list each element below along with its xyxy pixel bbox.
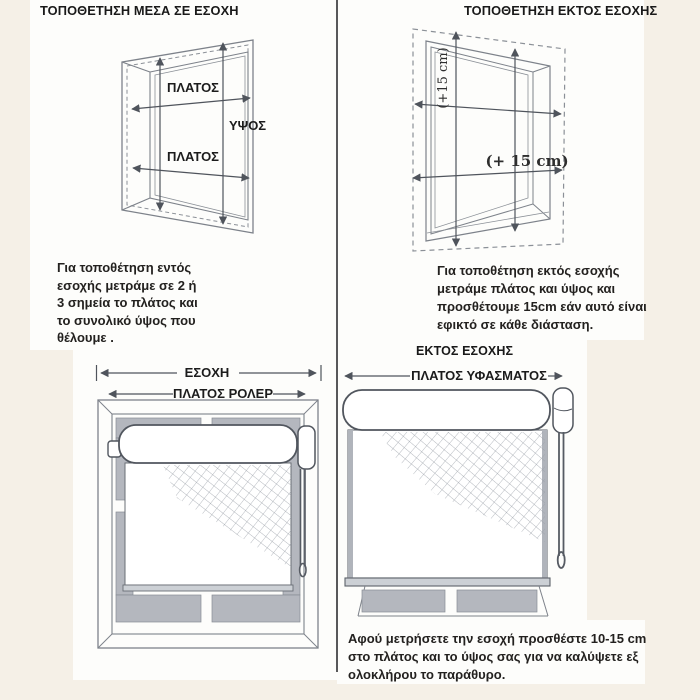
- caption-line: εφικτό σε κάθε διάσταση.: [437, 317, 594, 332]
- caption-line: θέλουμε .: [57, 330, 114, 345]
- fabric-bottom-bar: [345, 578, 550, 586]
- fabric-bottom-bar: [123, 585, 293, 591]
- inside-recess-caption: [57, 259, 198, 347]
- chain-loop: [558, 432, 565, 568]
- fabric: [345, 430, 550, 586]
- outside-roller-diagram: [340, 362, 590, 624]
- height-plus15-label: (+15 cm): [436, 47, 451, 109]
- caption-line: ολοκλήρου το παράθυρο.: [348, 667, 506, 682]
- caption-line: 3 σημεία το πλάτος και: [57, 295, 198, 310]
- height-arrows: [160, 43, 223, 224]
- fabric-width-label: ΠΛΑΤΟΣ ΥΦΑΣΜΑΤΟΣ: [411, 368, 547, 383]
- recess-roller-diagram: [95, 352, 323, 652]
- roller-tube: [108, 425, 315, 469]
- window-recess-outline: [122, 40, 253, 233]
- caption-line: το συνολικό ύψος που: [57, 312, 196, 328]
- fabric-edge-left: [348, 430, 353, 578]
- roller-end-cap: [298, 426, 315, 469]
- outside-detail-title: ΕΚΤΟΣ ΕΣΟΧΗΣ: [416, 344, 514, 358]
- caption-line: στο πλάτος και το ύψος σας για να καλύψετε εξ: [348, 649, 639, 664]
- roller-tube: [343, 388, 573, 433]
- width-label-bottom: ΠΛΑΤΟΣ: [167, 149, 219, 164]
- fabric: [123, 463, 293, 591]
- height-label: ΥΨΟΣ: [229, 118, 267, 133]
- width-label-top: ΠΛΑΤΟΣ: [167, 80, 219, 95]
- outside-detail-caption: [348, 630, 646, 684]
- caption-line: προσθέτουμε 15cm εάν αυτό είναι: [437, 299, 647, 314]
- window-sill-behind: [358, 586, 548, 616]
- recess-label: ΕΣΟΧΗ: [184, 365, 230, 380]
- outside-recess-caption: [437, 262, 647, 334]
- inside-recess-title: ΤΟΠΟΘΕΤΗΣΗ ΜΕΣΑ ΣΕ ΕΣΟΧΗ: [40, 3, 239, 18]
- width-plus15-label: (+ 15 cm): [485, 152, 569, 170]
- roller-width-label: ΠΛΑΤΟΣ ΡΟΛΕΡ: [172, 386, 274, 401]
- caption-line: εσοχής μετράμε σε 2 ή: [57, 277, 197, 293]
- inside-recess-diagram: [105, 30, 335, 245]
- caption-line: Για τοποθέτηση εντός: [57, 260, 192, 275]
- outside-recess-diagram: [405, 26, 575, 254]
- chain-loop: [300, 469, 306, 577]
- caption-line: μετράμε πλάτος και ύψος και: [437, 281, 616, 296]
- caption-line: Για τοποθέτηση εκτός εσοχής: [437, 263, 620, 278]
- caption-line: Αφού μετρήσετε την εσοχή προσθέστε 10-15 cm: [348, 631, 647, 646]
- outside-recess-title: ΤΟΠΟΘΕΤΗΣΗ ΕΚΤΟΣ ΕΣΟΧΗΣ: [464, 3, 658, 18]
- center-divider: [336, 0, 338, 672]
